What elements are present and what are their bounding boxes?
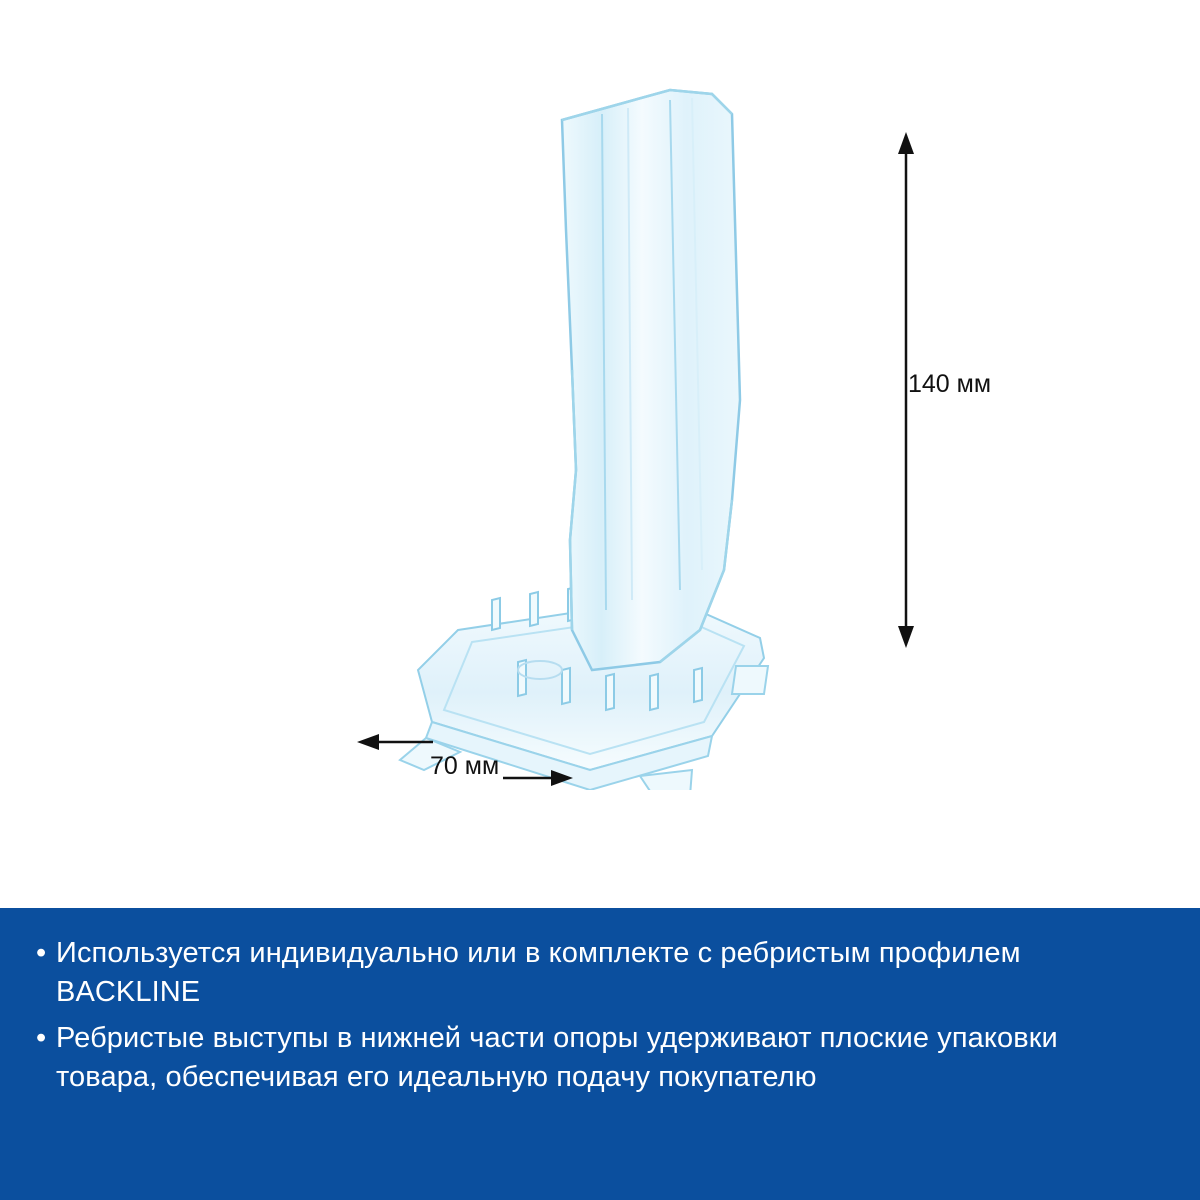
- height-label: 140 мм: [908, 370, 992, 398]
- list-item: [30, 1019, 1140, 1096]
- height-dimension: [860, 130, 1060, 650]
- width-label: 70 мм: [430, 752, 500, 780]
- bullet-icon: •: [36, 937, 47, 969]
- feature-panel: [0, 908, 1200, 1200]
- feature-text: Ребристые выступы в нижней части опоры удерживают плоские упаковки товара, обеспечивая его идеальную подачу покупателю: [56, 1022, 1058, 1093]
- width-dimension: [355, 720, 615, 810]
- product-image: [340, 70, 860, 790]
- bullet-icon: •: [36, 1022, 47, 1055]
- back-panel: [562, 90, 740, 670]
- feature-text: Используется индивидуально или в комплекте с ребристым профилем BACKLINE: [56, 937, 1021, 1008]
- list-item: [30, 934, 1140, 1011]
- feature-list: [30, 934, 1140, 1096]
